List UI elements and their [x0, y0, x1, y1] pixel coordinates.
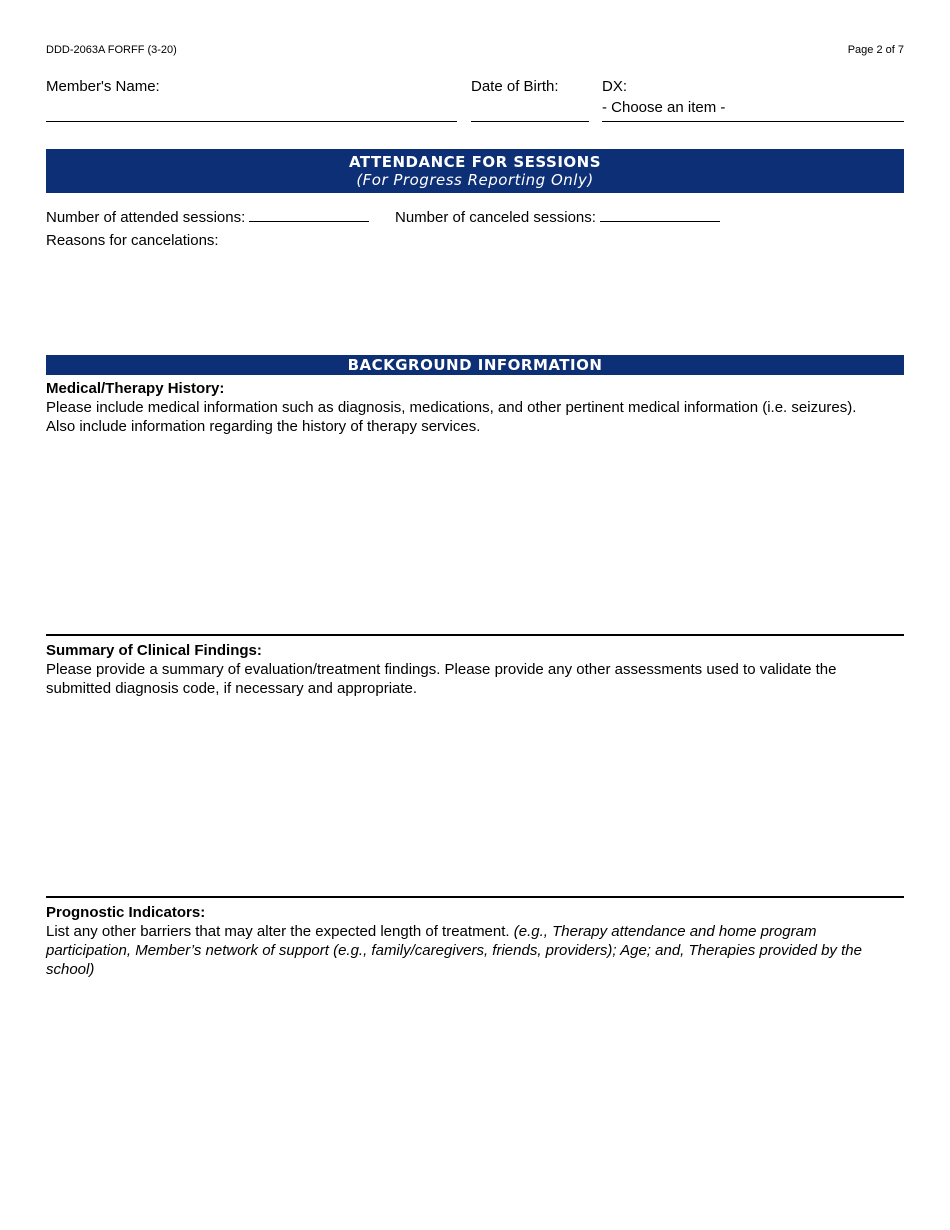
- attended-sessions-field[interactable]: [249, 207, 369, 222]
- prognostic-examples-text: (e.g., Therapy attendance and home program participation, Member’s network of support (e.g., family/caregivers, friends, providers); Age; and, Therapies provided by the school): [46, 923, 862, 978]
- medical-history-field[interactable]: [46, 440, 904, 630]
- cancel-reasons-label: Reasons for cancelations:: [46, 232, 219, 249]
- attendance-title: ATTENDANCE FOR SESSIONS: [348, 153, 602, 171]
- prognostic-plain-text: List any other barriers that may alter the expected length of treatment.: [46, 923, 510, 940]
- canceled-sessions-field[interactable]: [600, 207, 720, 222]
- prognostic-instructions: [46, 922, 904, 979]
- attendance-banner: [46, 149, 904, 193]
- attended-sessions-row: [46, 207, 369, 226]
- background-banner: [46, 355, 904, 375]
- medical-history-line: Also include information regarding the history of therapy services.: [46, 418, 481, 435]
- dx-label: DX:: [602, 78, 628, 95]
- clinical-findings-line: Please provide a summary of evaluation/treatment findings. Please provide any other assessments used to validate the: [46, 661, 837, 678]
- member-name-field[interactable]: [46, 121, 457, 122]
- clinical-findings-field[interactable]: [46, 702, 904, 892]
- dob-label: Date of Birth:: [471, 78, 559, 95]
- dob-field[interactable]: [471, 121, 589, 122]
- form-id: DDD-2063A FORFF (3-20): [46, 44, 177, 56]
- section-divider: [46, 896, 904, 898]
- clinical-findings-line: submitted diagnosis code, if necessary and appropriate.: [46, 680, 418, 697]
- member-name-label: Member's Name:: [46, 78, 160, 95]
- page-number: Page 2 of 7: [847, 44, 904, 56]
- medical-history-line: Please include medical information such as diagnosis, medications, and other pertinent medical information (i.e. seizures).: [46, 399, 857, 416]
- medical-history-heading: Medical/Therapy History:: [46, 380, 225, 397]
- dx-dropdown[interactable]: - Choose an item -: [602, 99, 726, 116]
- dx-field-line: [602, 121, 904, 122]
- canceled-sessions-row: [395, 207, 720, 226]
- section-divider: [46, 634, 904, 636]
- attendance-subtitle: (For Progress Reporting Only): [356, 171, 594, 189]
- cancel-reasons-field[interactable]: [46, 252, 904, 342]
- canceled-sessions-label: Number of canceled sessions:: [395, 209, 596, 226]
- prognostic-field[interactable]: [46, 985, 904, 1185]
- attended-sessions-label: Number of attended sessions:: [46, 209, 246, 226]
- clinical-findings-heading: Summary of Clinical Findings:: [46, 642, 262, 659]
- clinical-findings-instructions: [46, 660, 906, 698]
- background-title: BACKGROUND INFORMATION: [347, 356, 603, 374]
- prognostic-heading: Prognostic Indicators:: [46, 904, 206, 921]
- medical-history-instructions: [46, 398, 906, 436]
